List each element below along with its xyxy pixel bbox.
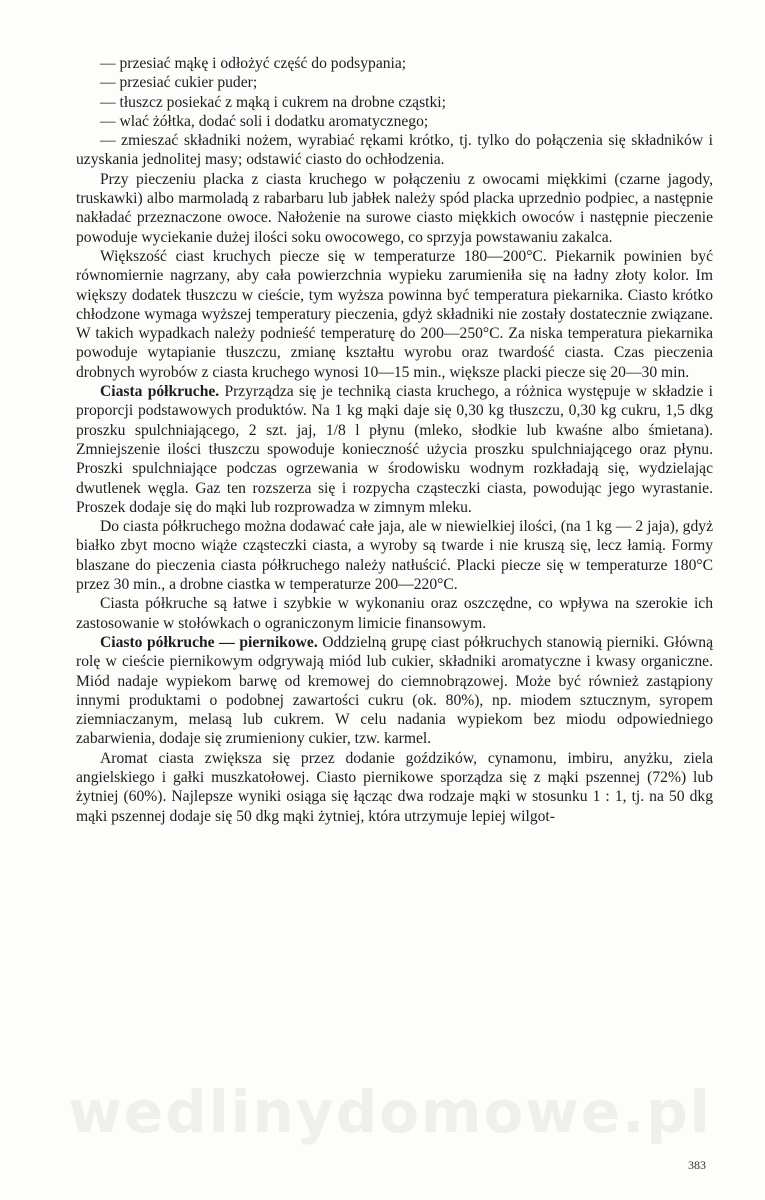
list-item: — przesiać mąkę i odłożyć część do podsypania; — [100, 55, 407, 72]
paragraph-text: Większość ciast kruchych piecze się w temperaturze 180—200°C. Piekarnik powinien być równomiernie nagrzany, aby cała powierzchnia wypieku zarumieniła się na ładny złoty kolor. Im większy dodatek tłuszczu w cieście, tym wyższa powinna być temperatura piekarnika. Ciasto krótko chłodzone wymaga wyższej temperatury pieczenia, gdyż składniki nie zostały dostatecznie związane. W takich wypadkach należy podnieść temperaturę do 200—250°C. Za niska temperatura piekarnika powoduje wytapianie tłuszczu, zmianę kształtu wyrobu oraz twardość ciasta. Czas pieczenia drobnych wyrobów z ciasta kruchego wynosi 10—15 min., większe placki piecze się 20—30 min. — [76, 247, 713, 381]
paragraph — [76, 170, 713, 247]
paragraph-text: Ciasta półkruche są łatwe i szybkie w wykonaniu oraz oszczędne, co wpływa na szerokie ich zastosowanie w stołówkach o ograniczonym limicie finansowym. — [76, 595, 713, 632]
paragraph — [76, 633, 713, 749]
instruction-list — [76, 54, 713, 170]
page-number: 383 — [688, 1158, 706, 1172]
list-item: — przesiać cukier puder; — [100, 74, 258, 92]
paragraph — [76, 594, 713, 633]
watermark-text: wedlinydomowe.pl — [68, 1078, 712, 1146]
list-item: — tłuszcz posiekać z mąką i cukrem na drobne cząstki; — [100, 93, 446, 111]
paragraph — [76, 247, 713, 382]
paragraph — [76, 749, 713, 826]
section-heading: Ciasto półkruche — piernikowe. — [100, 633, 318, 651]
paragraph-text: Przyrządza się je techniką ciasta kruchego, a różnica występuje w składzie i proporcji podstawowych produktów. Na 1 kg mąki daje się 0,30 kg tłuszczu, 0,30 kg cukru, 1,5 dkg proszku spulchniającego, 2 szt. jaj, 1/8 l płynu (mleko, słodkie lub kwaśne albo śmietana). Zmniejszenie ilości tłuszczu spowoduje konieczność użycia proszku spulchniającego oraz płynu. Proszki spulchniające podczas ogrzewania w środowisku wodnym rozkładają się, wydzielając dwutlenek węgla. Gaz ten rozszerza się i rozpycha cząsteczki ciasta, powodując jego wyrastanie. Proszek dodaje się do mąki lub rozprowadza w zimnym mleku. — [76, 383, 713, 516]
paragraph — [76, 517, 713, 594]
list-item: — zmieszać składniki nożem, wyrabiać rękami krótko, tj. tylko do połączenia się składników i uzyskania jednolitej masy; odstawić ciasto do ochłodzenia. — [76, 132, 713, 169]
paragraph-text: Oddzielną grupę ciast półkruchych stanowią pierniki. Główną rolę w cieście piernikowym odgrywają miód lub cukier, składniki aromatyczne i kwasy organiczne. Miód nadaje wypiekom barwę od kremowej do ciemnobrązowej. Może być również zastąpiony innymi produktami o podobnej zawartości cukru (ok. 80%), np. miodem sztucznym, syropem ziemniaczanym, melasą lub cukrem. W celu nadania wypiekom bez miodu odpowiedniego zabarwienia, dodaje się zrumieniony cukier, tzw. karmel. — [76, 633, 713, 748]
page-content — [76, 54, 713, 826]
paragraph-text: Aromat ciasta zwiększa się przez dodanie goździków, cynamonu, imbiru, anyżku, ziela angielskiego i gałki muszkatołowej. Ciasto piernikowe sporządza się z mąki pszennej (72%) lub żytniej (60%). Najlepsze wyniki osiąga się łącząc dwa rodzaje mąki w stosunku 1 : 1, tj. na 50 dkg mąki pszennej dodaje się 50 dkg mąki żytniej, która utrzymuje lepiej wilgot- — [76, 749, 713, 825]
paragraph-text: Do ciasta półkruchego można dodawać całe jaja, ale w niewielkiej ilości, (na 1 kg — 2 jaja), gdyż białko zbyt mocno wiąże cząsteczki ciasta, a wyroby są twarde i nie kruszą się, lecz łamią. Formy blaszane do pieczenia ciasta półkruchego należy natłuścić. Placki piecze się w temperaturze 180°C przez 30 min., a drobne ciastka w temperaturze 200—220°C. — [76, 518, 713, 594]
paragraph-text: Przy pieczeniu placka z ciasta kruchego w połączeniu z owocami miękkimi (czarne jagody, truskawki) albo marmoladą z rabarbaru lub jabłek należy spód placka uprzednio podpiec, a następnie nakładać przeznaczone owoce. Nałożenie na surowe ciasto miękkich owoców i następnie pieczenie powoduje wyciekanie dużej ilości soku owocowego, co sprzyja powstawaniu zakalca. — [76, 170, 713, 246]
section-heading: Ciasta półkruche. — [100, 383, 220, 401]
paragraph — [76, 382, 713, 517]
list-item: — wlać żółtka, dodać soli i dodatku aromatycznego; — [100, 112, 429, 130]
